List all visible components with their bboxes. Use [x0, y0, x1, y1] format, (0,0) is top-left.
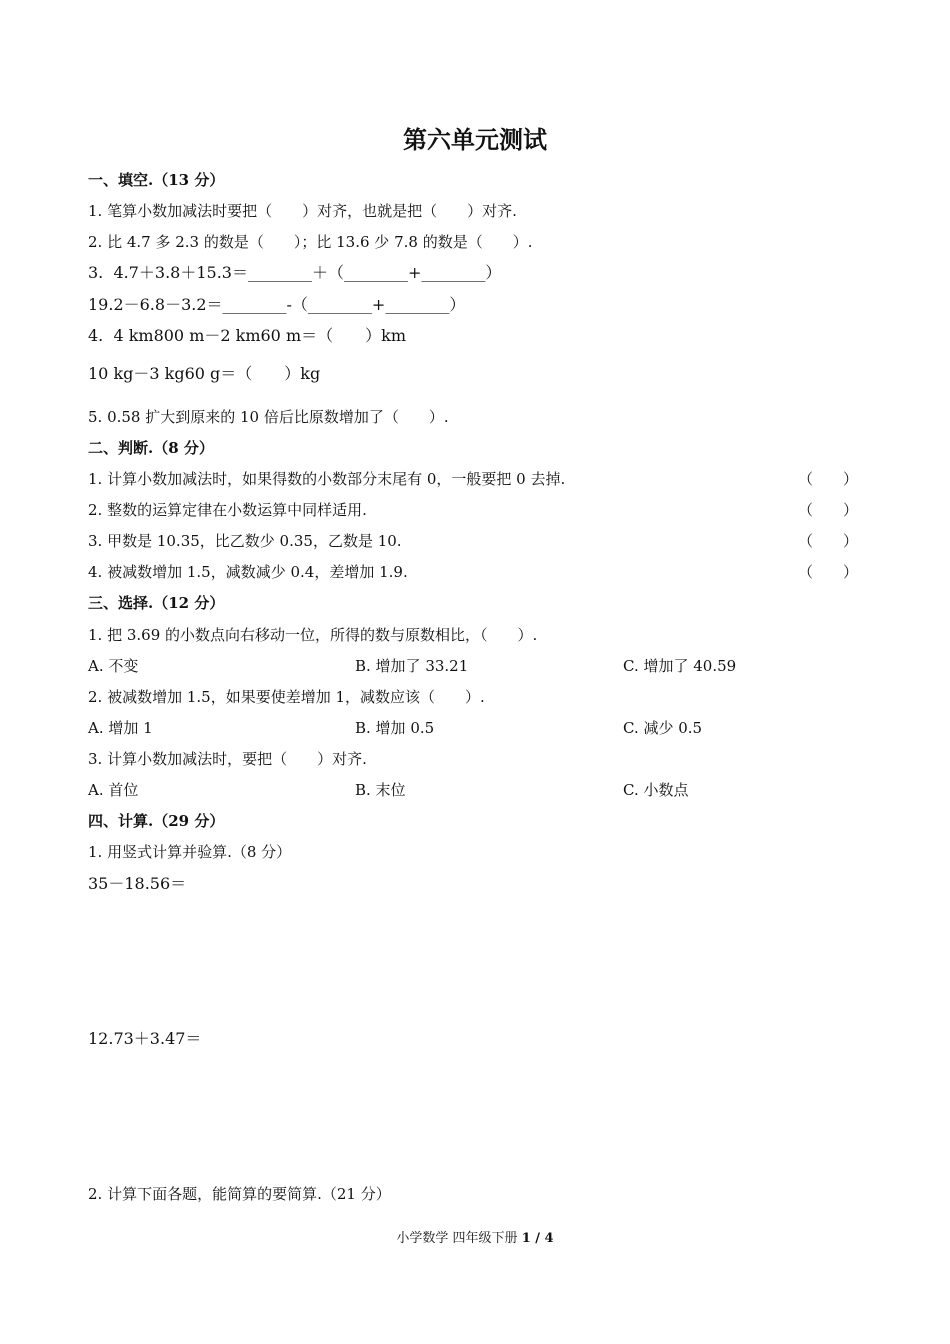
choice-option: A. 增加 1: [88, 719, 153, 737]
question-1-4a: 4. 4 km800 m－2 km60 m＝（ ）km: [88, 326, 406, 345]
choice-option: C. 小数点: [623, 781, 689, 799]
question-1-5: 5. 0.58 扩大到原来的 10 倍后比原数增加了（ ）.: [88, 408, 449, 426]
calculation-question-1: 1. 用竖式计算并验算.（8 分）: [88, 843, 292, 861]
judgement-item: 3. 甲数是 10.35，比乙数少 0.35，乙数是 10.: [88, 532, 402, 550]
choice-question-3: 3. 计算小数加减法时，要把（ ）对齐.: [88, 750, 367, 768]
question-1-4b: 10 kg－3 kg60 g＝（ ）kg: [88, 364, 321, 383]
calculation-expression-1: 35－18.56＝: [88, 874, 187, 893]
question-1-3a: 3. 4.7＋3.8＋15.3＝________＋（________+________）: [88, 263, 502, 282]
judgement-item: 4. 被减数增加 1.5，减数减少 0.4，差增加 1.9.: [88, 563, 408, 581]
calculation-question-2: 2. 计算下面各题，能简算的要简算.（21 分）: [88, 1185, 391, 1203]
judgement-blank: （ ）: [798, 470, 859, 488]
choice-question-2: 2. 被减数增加 1.5，如果要使差增加 1，减数应该（ ）.: [88, 688, 485, 706]
page-title: 第六单元测试: [403, 125, 547, 154]
judgement-blank: （ ）: [798, 501, 859, 519]
choice-option: B. 增加了 33.21: [355, 657, 469, 675]
section-heading-calculation: 四、计算.（29 分）: [88, 812, 225, 830]
question-1-3b: 19.2－6.8－3.2＝________-（________+________）: [88, 295, 466, 314]
page-footer: [0, 1230, 950, 1248]
choice-option: A. 不变: [88, 657, 139, 675]
page-number: 1 / 4: [521, 1231, 554, 1246]
section-heading-fill-blank: 一、填空.（13 分）: [88, 171, 225, 189]
choice-option: C. 增加了 40.59: [623, 657, 737, 675]
judgement-blank: （ ）: [798, 532, 859, 550]
judgement-item: 1. 计算小数加减法时，如果得数的小数部分末尾有 0，一般要把 0 去掉.: [88, 470, 566, 488]
judgement-item: 2. 整数的运算定律在小数运算中同样适用.: [88, 501, 367, 519]
footer-text: 小学数学 四年级下册: [396, 1231, 522, 1246]
calculation-expression-2: 12.73＋3.47＝: [88, 1029, 202, 1048]
choice-question-1: 1. 把 3.69 的小数点向右移动一位，所得的数与原数相比，（ ）.: [88, 626, 538, 644]
section-heading-choice: 三、选择.（12 分）: [88, 594, 225, 612]
section-heading-judgement: 二、判断.（8 分）: [88, 439, 214, 457]
choice-option: B. 增加 0.5: [355, 719, 435, 737]
choice-option: B. 末位: [355, 781, 406, 799]
question-1-1: 1. 笔算小数加减法时要把（ ）对齐，也就是把（ ）对齐.: [88, 202, 517, 220]
judgement-blank: （ ）: [798, 563, 859, 581]
choice-option: A. 首位: [88, 781, 139, 799]
question-1-2: 2. 比 4.7 多 2.3 的数是（ ）；比 13.6 少 7.8 的数是（ ）.: [88, 233, 533, 251]
choice-option: C. 减少 0.5: [623, 719, 703, 737]
